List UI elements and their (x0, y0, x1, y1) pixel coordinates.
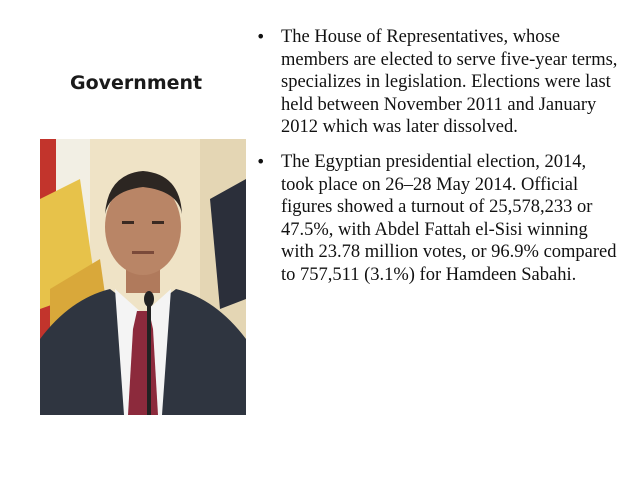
bullet-glyph: • (256, 27, 266, 46)
portrait-photo (40, 139, 246, 415)
bullet-text: The House of Representatives, whose members are elected to serve five-year terms, specializes in legislation. Elections were last held between November 2011 and January 2012 which was later dissolved. (281, 27, 618, 138)
bullet-item-election (256, 151, 618, 287)
slide-title: Government (70, 72, 203, 94)
bullet-text: The Egyptian presidential election, 2014, took place on 26–28 May 2014. Official figures showed a turnout of 25,578,233 or 47.5%, with Abdel Fattah el-Sisi winning with 23.78 million votes, or 96.9% compared to 757,511 (3.1%) for Hamdeen Sabahi. (281, 151, 617, 285)
bullet-glyph: • (256, 151, 266, 171)
bullet-item-house (256, 26, 618, 139)
bullet-list (256, 26, 618, 299)
